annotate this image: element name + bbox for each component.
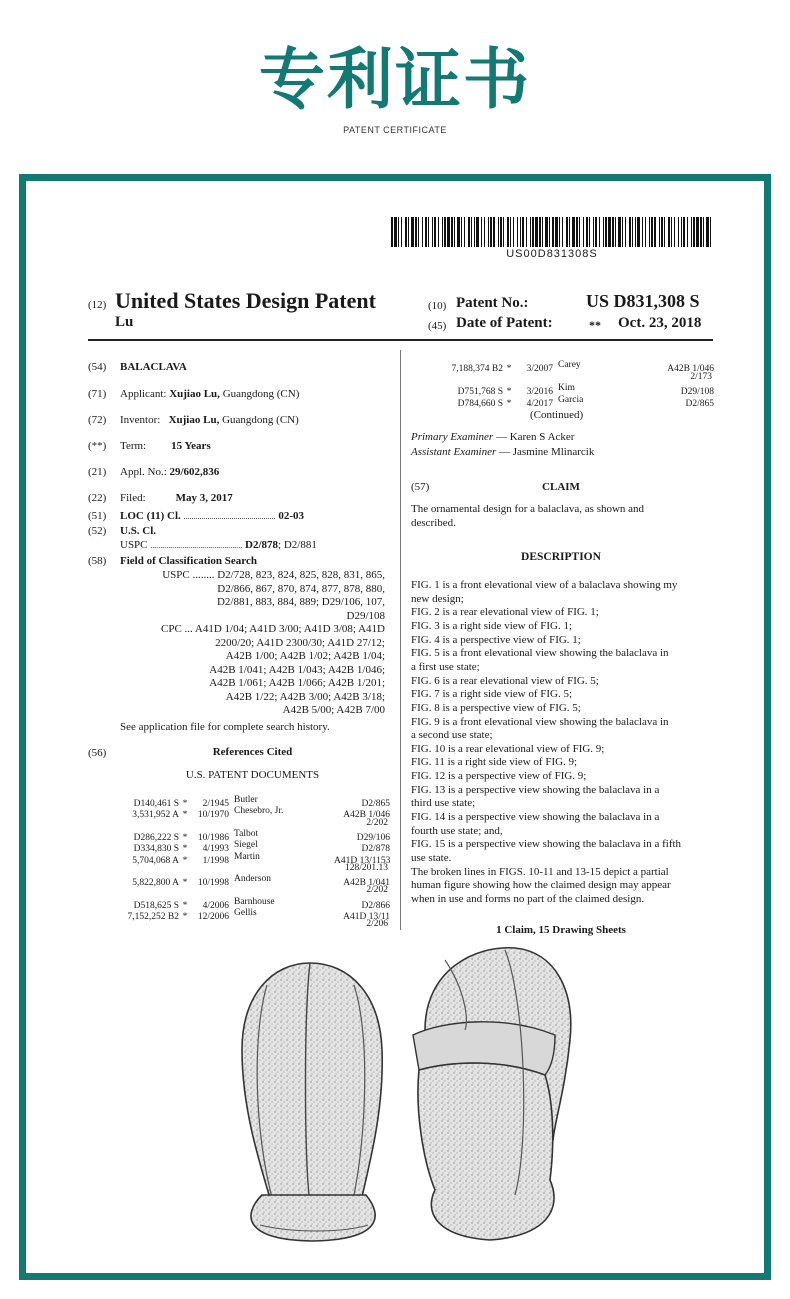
text-line: described. [411, 516, 456, 529]
text-line: FIG. 15 is a perspective view showing the balaclava in a fifth [411, 838, 682, 851]
barcode-bar [539, 217, 541, 247]
barcode-bar [555, 217, 558, 247]
barcode-bar [394, 217, 397, 247]
barcode-bar [522, 217, 524, 247]
barcode-bar [696, 217, 699, 247]
title-row: (54) BALACLAVA [88, 361, 187, 373]
barcode-bar [418, 217, 419, 247]
barcode-bar [408, 217, 409, 247]
barcode-bar [474, 217, 475, 247]
text-line: FIG. 8 is a perspective view of FIG. 5; [411, 701, 581, 714]
applicant-row: (71) Applicant: Xujiao Lu, Guangdong (CN) [88, 388, 300, 400]
barcode-bar [599, 217, 600, 247]
inventor-short: Lu [115, 314, 134, 330]
text-line: FIG. 3 is a right side view of FIG. 1; [411, 619, 573, 632]
balaclava-perspective-drawing [405, 940, 585, 1250]
barcode-bar [615, 217, 616, 247]
search-note: See application file for complete search history. [120, 721, 330, 733]
barcode-bar [476, 217, 479, 247]
barcode-bar [654, 217, 656, 247]
barcode-bar [542, 217, 543, 247]
barcode-bar [447, 217, 450, 247]
reference-row: 7,188,374 B2 * 3/2007 Carey A42B 1/046 [451, 360, 714, 374]
barcode-bar [642, 217, 643, 247]
barcode-bar [612, 217, 614, 247]
drawing-summary: 1 Claim, 15 Drawing Sheets [496, 924, 626, 936]
text-line: FIG. 7 is a right side view of FIG. 5; [411, 688, 573, 701]
patent-no-label: Patent No.: [456, 295, 529, 311]
barcode-number: US00D831308S [506, 248, 598, 260]
text-line: FIG. 5 is a front elevational view showing the balaclava in [411, 647, 669, 660]
barcode-bar [481, 217, 482, 247]
barcode-bar [432, 217, 433, 247]
reference-row: D334,830 S * 4/1993 Siegel D2/878 [133, 840, 390, 855]
refs-title: References Cited [212, 746, 293, 758]
claim-code: (57) [411, 481, 430, 493]
reference-row: D784,660 S * 4/2017 Garcia D2/865 [457, 394, 714, 409]
barcode-bar [635, 217, 636, 247]
barcode-bar [391, 217, 393, 247]
barcode-bar [513, 217, 514, 247]
text-line: The broken lines in FIGS. 10-11 and 13-15 depict a partial [411, 865, 669, 878]
barcode-bar [559, 217, 560, 247]
barcode-bar [593, 217, 594, 247]
barcode-bar [425, 217, 427, 247]
text-line: FIG. 1 is a front elevational view of a balaclava showing my [411, 579, 678, 591]
barcode-bar [622, 217, 623, 247]
text-line: D2/866, 867, 870, 874, 877, 878, 880, [217, 582, 385, 595]
barcode-bar [651, 217, 653, 247]
barcode-bar [457, 217, 460, 247]
text-line: USPC ........ D2/728, 823, 824, 825, 828, 831, 865, [162, 569, 385, 581]
filed-row: (22) Filed: May 3, 2017 [88, 492, 233, 504]
barcode-bar [422, 217, 423, 247]
reference-row: 7,152,252 B2 * 12/2006 Gellis A41D 13/11 [127, 908, 390, 922]
text-line: A42B 1/041; A42B 1/043; A42B 1/046; [209, 663, 385, 676]
reference-row: D286,222 S * 10/1986 Talbot D29/106 [133, 828, 390, 843]
barcode-bar [461, 217, 462, 247]
barcode-bar [618, 217, 621, 247]
column-divider [400, 350, 401, 930]
barcode-bar [562, 217, 563, 247]
uspc-row: USPC .............................................. D2/878; D2/881 [120, 539, 317, 551]
barcode-bar [490, 217, 492, 247]
code-45: (45) [428, 320, 447, 332]
loc-row: (51) LOC (11) Cl. .............................................. 02-03 [88, 510, 304, 522]
barcode-bar [683, 217, 685, 247]
text-line: 2200/20; A41D 2300/30; A41D 27/12; [215, 636, 385, 649]
barcode-bar [693, 217, 695, 247]
reference-row: 3,531,952 A * 10/1970 Chesebro, Jr. A42B 1/046 [132, 806, 390, 821]
barcode-bar [659, 217, 660, 247]
barcode-bar [674, 217, 675, 247]
page-subtitle: PATENT CERTIFICATE [343, 125, 447, 135]
reference-row: D751,768 S * 3/2016 Kim D29/108 [457, 383, 714, 397]
barcode-bar [438, 217, 439, 247]
barcode-bar [572, 217, 575, 247]
text-line: use state. [411, 852, 452, 864]
text-line: FIG. 2 is a rear elevational view of FIG. 1; [411, 606, 599, 619]
barcode-bar [589, 217, 590, 247]
barcode-bar [661, 217, 663, 247]
barcode-bar [500, 217, 502, 247]
code-10: (10) [428, 300, 447, 312]
text-line: A42B 1/00; A42B 1/02; A42B 1/04; [225, 650, 385, 662]
text-line: D29/108 [346, 609, 385, 622]
barcode-bar [411, 217, 414, 247]
barcode-bar [510, 217, 511, 247]
patent-number: US D831,308 S [586, 291, 700, 311]
barcode-bar [552, 217, 554, 247]
barcode-bar [471, 217, 472, 247]
barcode-bar [507, 217, 509, 247]
barcode-bar [700, 217, 702, 247]
barcode-bar [498, 217, 499, 247]
barcode-bar [595, 217, 597, 247]
barcode-bar [401, 217, 402, 247]
barcode-bar [545, 217, 548, 247]
reference-row-continued: 2/202 [366, 817, 388, 828]
barcode-bar [428, 217, 429, 247]
barcode-bar [503, 217, 504, 247]
text-line: A42B 1/061; A42B 1/066; A42B 1/201; [209, 677, 385, 689]
barcode-bar [678, 217, 679, 247]
barcode-bar [488, 217, 489, 247]
barcode-bar [681, 217, 682, 247]
text-line: new design; [411, 592, 464, 605]
date-label: Date of Patent: [456, 315, 553, 331]
text-line: FIG. 6 is a rear elevational view of FIG. 5; [411, 674, 599, 687]
reference-row: D518,625 S * 4/2006 Barnhouse D2/866 [133, 896, 390, 911]
refs-subtitle: U.S. PATENT DOCUMENTS [185, 769, 320, 781]
assistant-examiner: Assistant Examiner — Jasmine Mlinarcik [411, 446, 595, 458]
text-line: FIG. 4 is a perspective view of FIG. 1; [411, 633, 581, 646]
text-line: D2/881, 883, 884, 889; D29/106, 107, [216, 596, 385, 608]
reference-row-continued: 2/173 [690, 371, 712, 382]
reference-row-continued: 128/201.13 [344, 862, 388, 873]
barcode-bar [629, 217, 631, 247]
barcode-bar [454, 217, 455, 247]
primary-examiner: Primary Examiner — Karen S Acker [411, 431, 575, 443]
continued-note: (Continued) [530, 409, 584, 421]
barcode-bar [468, 217, 470, 247]
barcode-bar [444, 217, 446, 247]
appl-row: (21) Appl. No.: 29/602,836 [88, 466, 220, 478]
term-row: (**) Term: 15 Years [88, 440, 211, 452]
reference-row: D140,461 S * 2/1945 Butler D2/865 [133, 795, 390, 809]
text-line: human figure showing how the claimed design may appear [411, 879, 671, 892]
text-line: FIG. 12 is a perspective view of FIG. 9; [411, 770, 587, 783]
reference-row: 5,704,068 A * 1/1998 Martin A41D 13/1153 [132, 851, 391, 866]
barcode-bar [520, 217, 521, 247]
text-line: FIG. 11 is a right side view of FIG. 9; [411, 756, 578, 769]
text-line: a first use state; [411, 660, 480, 673]
page-title: 专利证书 [259, 41, 531, 118]
barcode-bar [484, 217, 485, 247]
reference-row-continued: 2/202 [366, 885, 388, 896]
refs-code: (56) [88, 747, 107, 759]
barcode-bar [569, 217, 570, 247]
barcode-bar [710, 217, 711, 247]
barcode-bar [464, 217, 465, 247]
barcode-bar [632, 217, 633, 247]
text-line: fourth use state; and, [411, 824, 503, 837]
barcode-bar [645, 217, 646, 247]
barcode-bar [451, 217, 453, 247]
text-line: The ornamental design for a balaclava, as shown and [411, 503, 645, 515]
barcode-bar [671, 217, 672, 247]
text-line: when in use and forms no part of the claimed design. [411, 892, 645, 905]
code-12: (12) [88, 299, 107, 311]
uscl-row: (52) U.S. Cl. [88, 525, 157, 537]
barcode-bar [583, 217, 584, 247]
text-line: CPC ... A41D 1/04; A41D 3/00; A41D 3/08; A41D [160, 623, 385, 635]
barcode-bar [586, 217, 588, 247]
text-line: FIG. 9 is a front elevational view showing the balaclava in [411, 715, 669, 728]
barcode-bar [576, 217, 578, 247]
reference-row-continued: 2/206 [366, 919, 388, 930]
field-row: (58) Field of Classification Search [88, 555, 257, 567]
barcode-bar [687, 217, 688, 247]
barcode-bar [605, 217, 607, 247]
barcode-bar [442, 217, 443, 247]
barcode-bar [579, 217, 580, 247]
barcode-bar [706, 217, 709, 247]
barcode-bar [608, 217, 611, 247]
barcode-bar [566, 217, 568, 247]
barcode-bar [530, 217, 531, 247]
barcode-bar [703, 217, 704, 247]
text-line: A42B 1/22; A42B 3/00; A42B 3/18; [225, 690, 385, 703]
balaclava-front-drawing [232, 955, 392, 1250]
patent-type: United States Design Patent [115, 288, 376, 313]
text-line: FIG. 13 is a perspective view showing the balaclava in a [411, 783, 660, 796]
barcode-bar [668, 217, 670, 247]
barcode [391, 217, 713, 247]
inventor-row: (72) Inventor: Xujiao Lu, Guangdong (CN) [88, 414, 299, 426]
barcode-bar [434, 217, 436, 247]
barcode-bar [549, 217, 550, 247]
barcode-bar [526, 217, 527, 247]
claim-title: CLAIM [542, 481, 580, 493]
description-title: DESCRIPTION [521, 551, 601, 563]
barcode-bar [493, 217, 495, 247]
text-line: a second use state; [411, 729, 493, 742]
barcode-bar [532, 217, 534, 247]
barcode-bar [415, 217, 417, 247]
text-line: FIG. 10 is a rear elevational view of FIG. 9; [411, 742, 605, 755]
barcode-bar [405, 217, 407, 247]
text-line: third use state; [411, 797, 476, 810]
header-rule [88, 339, 713, 341]
barcode-bar [649, 217, 650, 247]
barcode-bar [398, 217, 399, 247]
reference-row: 5,822,800 A * 10/1998 Anderson A42B 1/041 [132, 874, 390, 889]
barcode-bar [637, 217, 640, 247]
patent-date: Oct. 23, 2018 [618, 315, 702, 331]
barcode-bar [517, 217, 518, 247]
barcode-bar [603, 217, 604, 247]
barcode-bar [535, 217, 538, 247]
date-mark: ** [589, 318, 601, 332]
barcode-bar [625, 217, 626, 247]
text-line: A42B 5/00; A42B 7/00 [282, 704, 385, 716]
text-line: FIG. 14 is a perspective view showing the balaclava in a [411, 811, 660, 824]
barcode-bar [691, 217, 692, 247]
barcode-bar [664, 217, 665, 247]
